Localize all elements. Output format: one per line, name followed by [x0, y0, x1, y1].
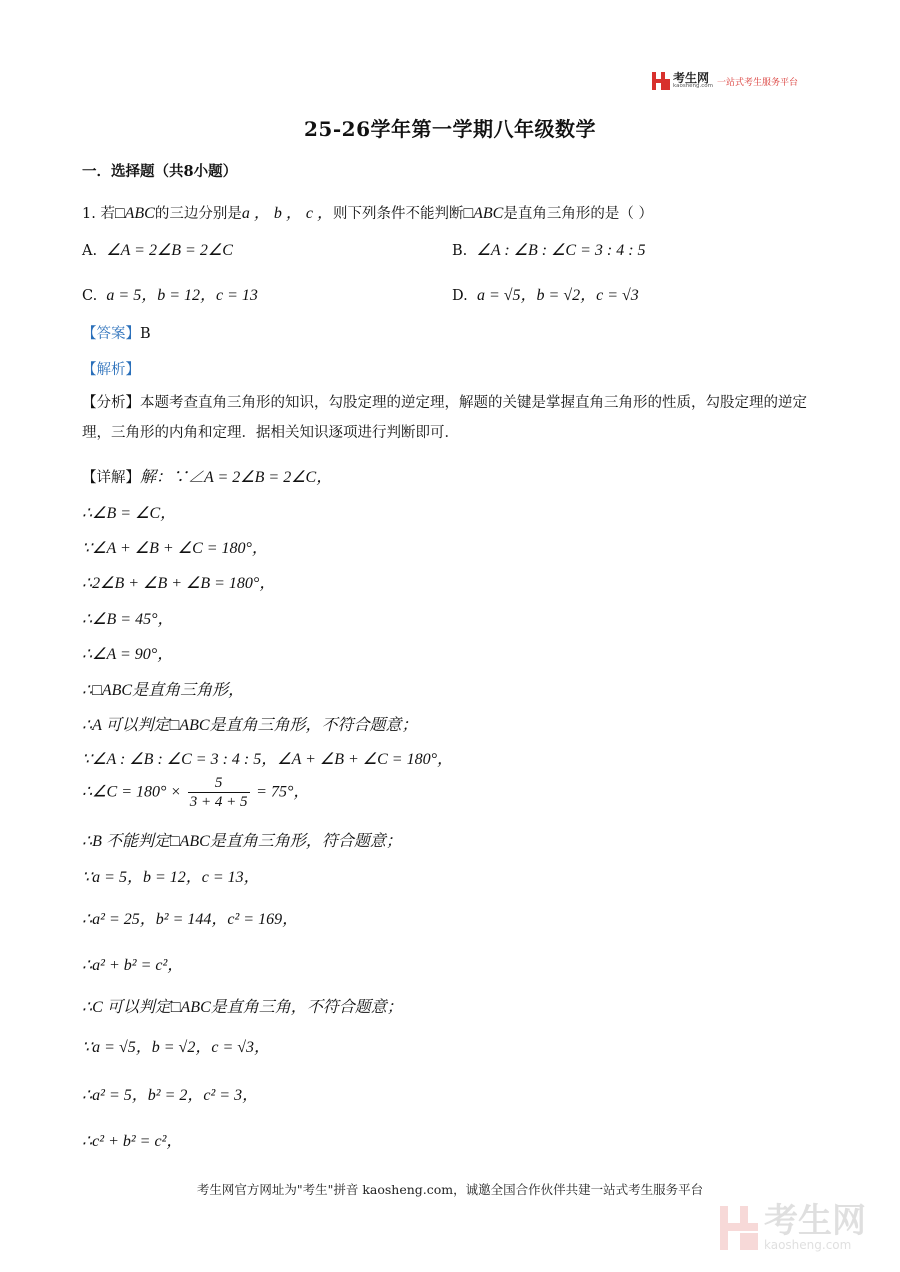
answer-value: B: [140, 326, 151, 342]
option-b: B. ∠A : ∠B : ∠C = 3 : 4 : 5: [452, 242, 646, 259]
detail-lead: 【详解】解：∵∠A = 2∠B = 2∠C，: [82, 469, 333, 486]
logo-name: 考生网: [673, 71, 710, 86]
step-line: ∴□ABC是直角三角形，: [82, 682, 245, 699]
question-1: 1. 若□ABC的三边分别是a ， b ， c ，则下列条件不能判断□ABC是直角三角形的是（ ）: [82, 205, 653, 222]
option-d: D. a = √5，b = √2，c = √3: [452, 287, 639, 304]
page-footer: 考生网官方网址为"考生"拼音 kaosheng.com，诚邀全国合作伙伴共建一站式考生服务平台: [196, 1182, 704, 1197]
answer-line: [82, 322, 151, 343]
step-line: ∴∠B = 45°，: [82, 611, 174, 628]
step-line: ∴B 不能判定□ABC是直角三角形，符合题意；: [82, 833, 402, 850]
watermark-logo-icon: [720, 1206, 758, 1250]
fraction-step: ∴∠C = 180° × $\frac{5}{3 + 4 + 5}$ = 75°，: [82, 775, 310, 810]
step-line: ∴C 可以判定□ABC是直角三角，不符合题意；: [82, 999, 403, 1016]
page-title: 25-26学年第一学期八年级数学: [304, 117, 596, 141]
step-line: ∵∠A : ∠B : ∠C = 3 : 4 : 5，∠A + ∠B + ∠C = 180°，: [82, 751, 454, 768]
logo-mark-icon: [652, 72, 670, 90]
step-line: ∴a² = 5，b² = 2，c² = 3，: [82, 1087, 259, 1104]
step-line: ∵a = 5，b = 12，c = 13，: [82, 869, 260, 886]
step-line: ∵a = √5，b = √2，c = √3，: [82, 1039, 271, 1056]
section-heading: 一．选择题（共8小题）: [82, 163, 238, 180]
option-a: A. ∠A = 2∠B = 2∠C: [82, 242, 233, 259]
analysis-heading: 【解析】: [82, 362, 140, 378]
watermark: 考生网 kaosheng.com: [720, 1204, 866, 1252]
step-line: ∵∠A + ∠B + ∠C = 180°，: [82, 540, 268, 557]
logo-domain: kaosheng.com: [673, 83, 714, 90]
step-line: ∴a² = 25，b² = 144，c² = 169，: [82, 911, 299, 928]
header-logo[interactable]: [652, 72, 798, 90]
fraction: $\frac{5}{3 + 4 + 5}$: [189, 775, 248, 810]
step-line: ∴a² + b² = c²，: [82, 957, 184, 974]
fenxi-paragraph: 【分析】本题考查直角三角形的知识，勾股定理的逆定理，解题的关键是掌握直角三角形的性质，勾股定理的逆定理，三角形的内角和定理．据相关知识逐项进行判断即可．: [82, 395, 807, 441]
logo-slogan: 一站式考生服务平台: [717, 77, 799, 88]
option-c: C. a = 5，b = 12，c = 13: [82, 287, 258, 304]
step-line: ∴∠B = ∠C，: [82, 505, 177, 522]
answer-tag: 【答案】: [82, 326, 140, 342]
step-line: ∴c² + b² = c²，: [82, 1133, 183, 1150]
step-line: ∴∠A = 90°，: [82, 646, 174, 663]
step-line: ∴2∠B + ∠B + ∠B = 180°，: [82, 575, 276, 592]
step-line: ∴A 可以判定□ABC是直角三角形，不符合题意；: [82, 717, 418, 734]
